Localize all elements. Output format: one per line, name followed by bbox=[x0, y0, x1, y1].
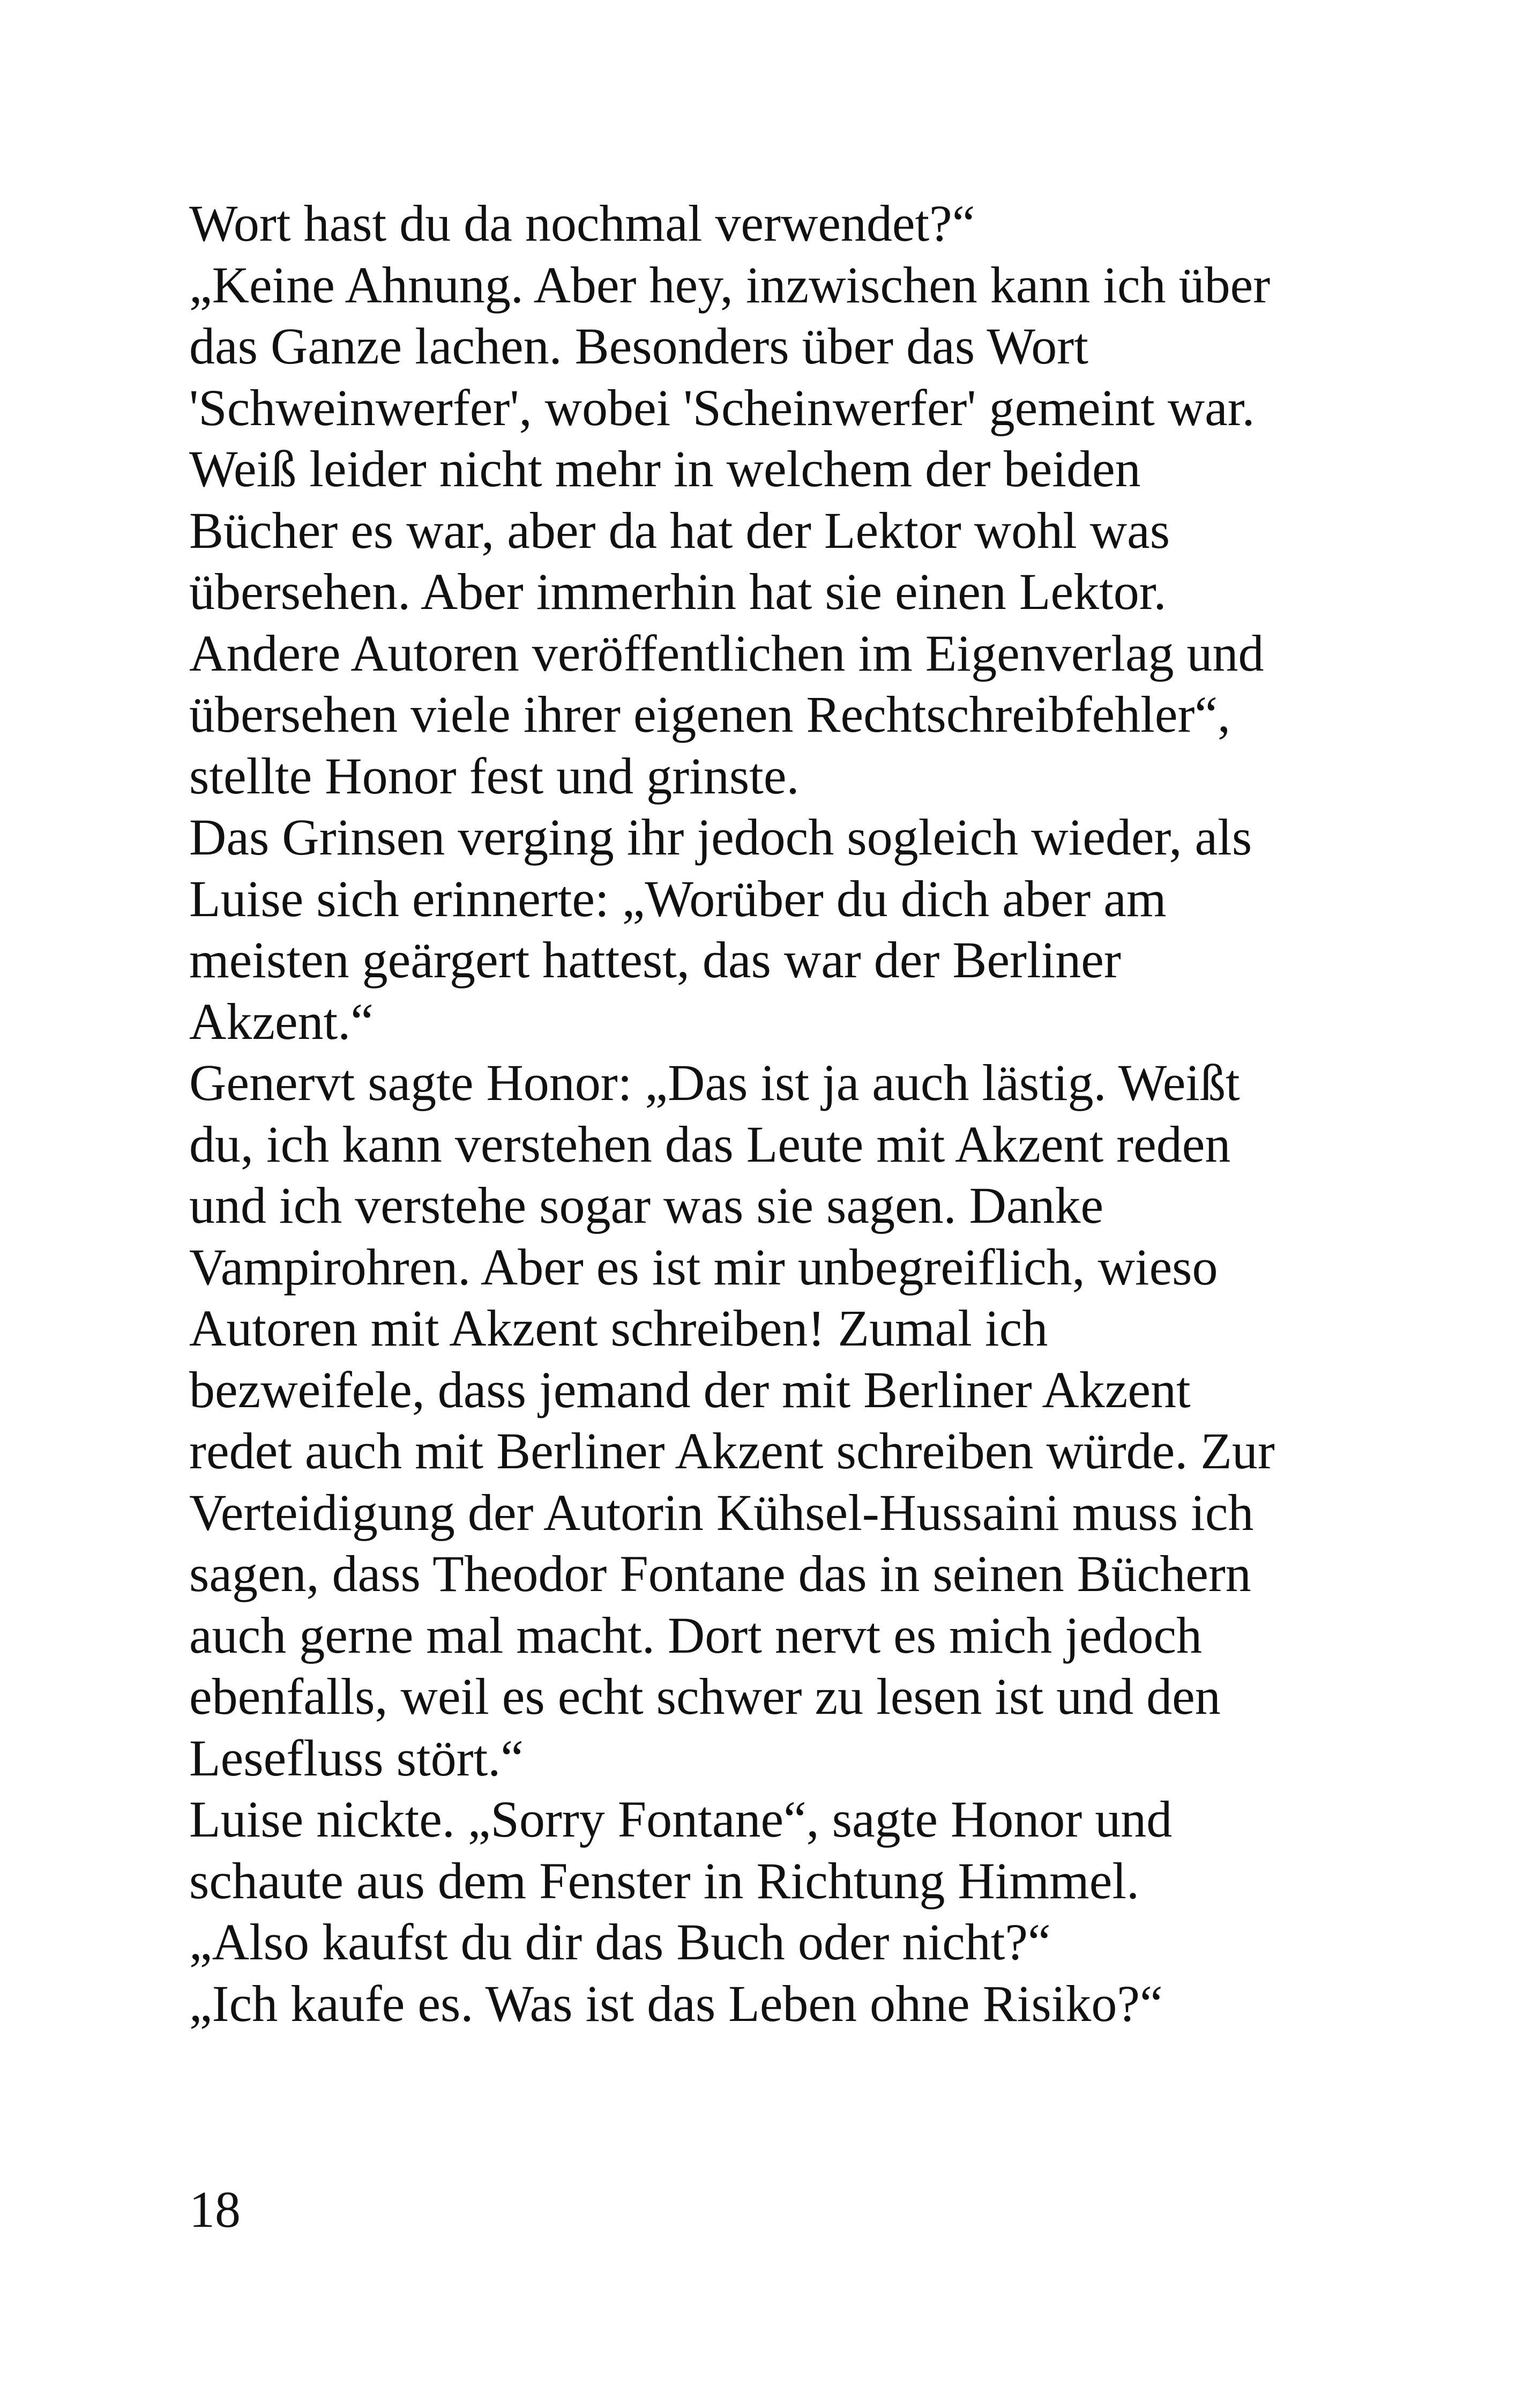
text-line: „Also kaufst du dir das Buch oder nicht?“ bbox=[189, 1913, 1051, 1971]
text-line: „Keine Ahnung. Aber hey, inzwischen kann ich über bbox=[189, 256, 1271, 314]
text-line: Das Grinsen verging ihr jedoch sogleich wieder, als bbox=[189, 808, 1252, 866]
text-line: Verteidigung der Autorin Kühsel-Hussaini muss ich bbox=[189, 1483, 1254, 1541]
text-line: bezweifele, dass jemand der mit Berliner Akzent bbox=[189, 1361, 1191, 1418]
page-number: 18 bbox=[189, 2181, 241, 2238]
text-line: schaute aus dem Fenster in Richtung Himmel. bbox=[189, 1852, 1139, 1909]
text-line: Bücher es war, aber da hat der Lektor wohl was bbox=[189, 501, 1170, 559]
text-line: Weiß leider nicht mehr in welchem der beiden bbox=[189, 440, 1141, 497]
text-line: Luise sich erinnerte: „Worüber du dich aber am bbox=[189, 869, 1167, 927]
text-line: Wort hast du da nochmal verwendet?“ bbox=[189, 195, 975, 252]
text-line: Lesefluss stört.“ bbox=[189, 1729, 524, 1787]
text-line: auch gerne mal macht. Dort nervt es mich jedoch bbox=[189, 1606, 1202, 1664]
text-line: „Ich kaufe es. Was ist das Leben ohne Risiko?“ bbox=[189, 1974, 1163, 2032]
text-line: Genervt sagte Honor: „Das ist ja auch lästig. Weißt bbox=[189, 1054, 1240, 1111]
text-line: 'Schweinwerfer', wobei 'Scheinwerfer' gemeint war. bbox=[189, 378, 1255, 436]
text-line: sagen, dass Theodor Fontane das in seinen Büchern bbox=[189, 1545, 1251, 1602]
text-line: übersehen viele ihrer eigenen Rechtschreibfehler“, bbox=[189, 686, 1231, 743]
text-line: übersehen. Aber immerhin hat sie einen Lektor. bbox=[189, 563, 1167, 620]
text-line: du, ich kann verstehen das Leute mit Akzent reden bbox=[189, 1115, 1231, 1173]
text-line: Autoren mit Akzent schreiben! Zumal ich bbox=[189, 1299, 1048, 1357]
text-line: das Ganze lachen. Besonders über das Wort bbox=[189, 317, 1088, 375]
text-line: ebenfalls, weil es echt schwer zu lesen ist und den bbox=[189, 1668, 1221, 1725]
text-line: meisten geärgert hattest, das war der Berliner bbox=[189, 931, 1121, 989]
text-line: Luise nickte. „Sorry Fontane“, sagte Honor und bbox=[189, 1790, 1173, 1848]
body-text bbox=[189, 193, 1336, 2034]
text-line: Vampirohren. Aber es ist mir unbegreiflich, wieso bbox=[189, 1238, 1218, 1296]
text-line: Andere Autoren veröffentlichen im Eigenverlag und bbox=[189, 624, 1264, 682]
text-line: stellte Honor fest und grinste. bbox=[189, 747, 800, 805]
text-line: und ich verstehe sogar was sie sagen. Danke bbox=[189, 1177, 1104, 1234]
text-line: redet auch mit Berliner Akzent schreiben würde. Zur bbox=[189, 1422, 1275, 1480]
text-line: Akzent.“ bbox=[189, 992, 374, 1050]
